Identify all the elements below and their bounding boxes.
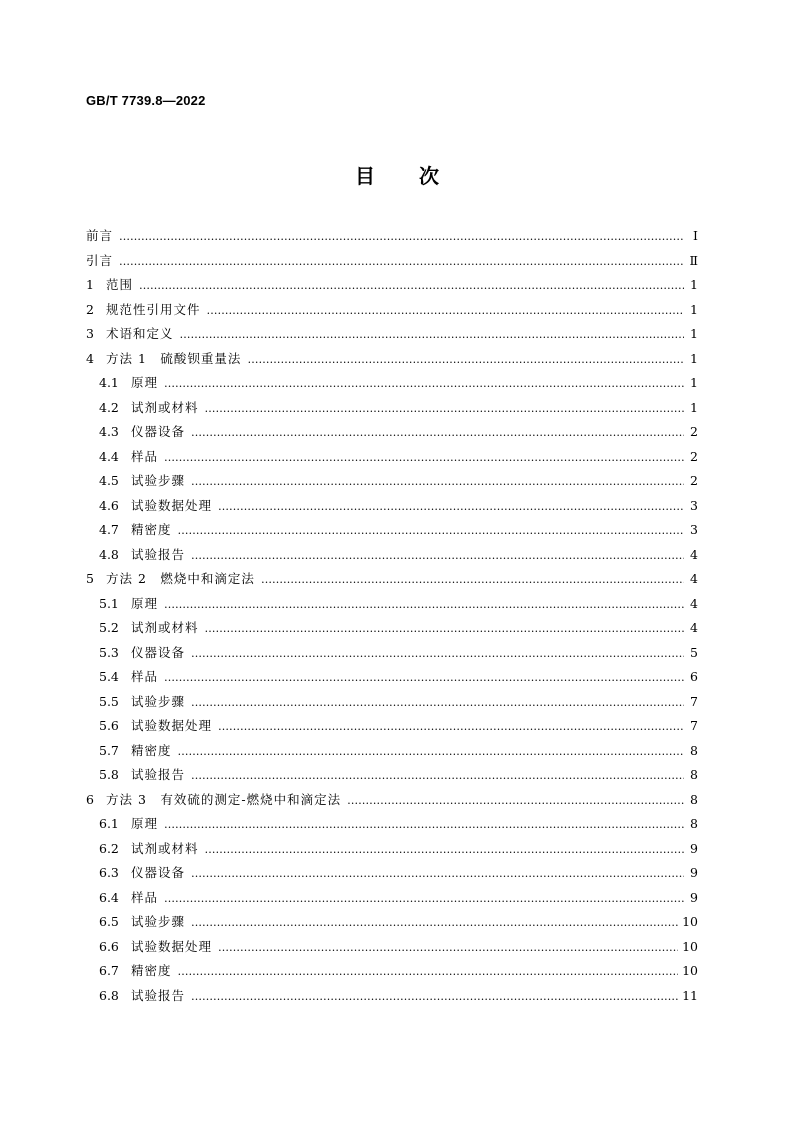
toc-entry[interactable] (86, 398, 698, 423)
toc-entry-title: 试验报告 (131, 767, 186, 782)
toc-entry[interactable] (86, 545, 698, 570)
toc-leader-dots (207, 304, 684, 317)
toc-entry-number: 5.3 (99, 644, 119, 660)
toc-entry-title: 原理 (131, 816, 159, 831)
toc-entry-number: 4 (86, 350, 94, 366)
toc-entry-title: 仪器设备 (131, 644, 186, 660)
toc-entry-title: 试验报告 (131, 987, 186, 1003)
toc-entry-page: 1 (690, 399, 698, 415)
toc-leader-dots (191, 549, 684, 562)
toc-entry-number: 1 (86, 277, 94, 292)
toc-entry[interactable] (86, 863, 698, 888)
toc-leader-dots (261, 573, 684, 586)
toc-leader-dots (205, 622, 684, 635)
toc-entry[interactable] (86, 765, 698, 790)
title-char-2: 次 (419, 164, 439, 188)
toc-entry-title: 试剂或材料 (131, 620, 199, 635)
toc-entry-number: 4.4 (99, 448, 119, 464)
toc-entry-number: 4.5 (99, 473, 119, 488)
toc-entry-title: 试剂或材料 (131, 399, 199, 415)
toc-entry[interactable] (86, 618, 698, 643)
toc-entry[interactable] (86, 692, 698, 717)
toc-entry-number: 3 (86, 326, 94, 341)
toc-entry-title: 精密度 (131, 742, 172, 758)
standard-code: GB/T 7739.8—2022 (86, 93, 206, 108)
toc-entry-page: 9 (690, 889, 698, 905)
toc-entry-page: 2 (690, 473, 698, 488)
toc-entry-title: 方法 1 硫酸钡重量法 (106, 350, 242, 366)
toc-leader-dots (347, 794, 684, 807)
toc-entry[interactable] (86, 667, 698, 692)
toc-entry[interactable] (86, 471, 698, 496)
toc-entry-number: 5.4 (99, 669, 119, 684)
toc-entry[interactable] (86, 569, 698, 594)
toc-entry[interactable] (86, 496, 698, 521)
toc-leader-dots (191, 990, 678, 1003)
toc-entry[interactable] (86, 226, 698, 251)
toc-entry-number: 6.6 (99, 938, 119, 954)
toc-leader-dots (164, 377, 684, 390)
toc-entry-page: 4 (690, 620, 698, 635)
toc-entry[interactable] (86, 373, 698, 398)
toc-leader-dots (164, 451, 684, 464)
toc-entry-number: 6.4 (99, 889, 119, 905)
toc-leader-dots (119, 255, 684, 268)
page-title (0, 160, 794, 189)
toc-entry-number: 6.3 (99, 865, 119, 880)
toc-leader-dots (191, 647, 684, 660)
toc-leader-dots (218, 500, 684, 513)
toc-entry[interactable] (86, 594, 698, 619)
toc-entry-number: 6.1 (99, 816, 119, 831)
toc-leader-dots (178, 965, 679, 978)
toc-entry-page: 9 (690, 840, 698, 856)
toc-entry-title: 试剂或材料 (131, 840, 199, 856)
toc-leader-dots (191, 916, 678, 929)
toc-entry-title: 范围 (106, 277, 134, 292)
toc-entry-page: 10 (682, 963, 698, 978)
toc-entry[interactable] (86, 912, 698, 937)
toc-entry-page: Ⅱ (689, 252, 698, 268)
toc-entry-page: 3 (690, 522, 698, 537)
toc-entry-page: 6 (690, 669, 698, 684)
toc-entry-page: 9 (690, 865, 698, 880)
toc-entry-page: 8 (690, 742, 698, 758)
toc-entry-number: 6.5 (99, 914, 119, 929)
toc-entry-page: 7 (690, 718, 698, 733)
toc-entry-page: 1 (690, 277, 698, 292)
toc-entry-page: 2 (690, 448, 698, 464)
toc-leader-dots (191, 426, 684, 439)
toc-entry[interactable] (86, 349, 698, 374)
toc-entry-number: 6.7 (99, 963, 119, 978)
toc-leader-dots (164, 598, 684, 611)
toc-entry[interactable] (86, 741, 698, 766)
toc-entry-page: 4 (690, 571, 698, 586)
toc-entry-page: 8 (690, 816, 698, 831)
toc-leader-dots (180, 328, 684, 341)
toc-entry-title: 试验数据处理 (131, 718, 213, 733)
toc-entry-number: 6.2 (99, 840, 119, 856)
table-of-contents (86, 226, 698, 1010)
toc-leader-dots (139, 279, 684, 292)
toc-entry-page: Ⅰ (693, 228, 698, 243)
toc-leader-dots (164, 818, 684, 831)
toc-entry[interactable] (86, 275, 698, 300)
toc-entry-page: 3 (690, 497, 698, 513)
toc-entry-title: 仪器设备 (131, 424, 186, 439)
toc-entry-number: 5.8 (99, 767, 119, 782)
toc-leader-dots (191, 769, 684, 782)
toc-entry-page: 1 (690, 375, 698, 390)
toc-entry[interactable] (86, 447, 698, 472)
toc-entry-title: 原理 (131, 375, 159, 390)
toc-leader-dots (164, 892, 684, 905)
toc-leader-dots (178, 745, 684, 758)
toc-entry[interactable] (86, 300, 698, 325)
toc-entry-page: 1 (690, 350, 698, 366)
toc-entry[interactable] (86, 839, 698, 864)
toc-entry-number: 6 (86, 791, 94, 807)
toc-entry-page: 4 (690, 546, 698, 562)
toc-entry-title: 精密度 (131, 522, 172, 537)
toc-entry-title: 仪器设备 (131, 865, 186, 880)
toc-leader-dots (205, 843, 684, 856)
toc-entry[interactable] (86, 986, 698, 1011)
toc-entry-title: 样品 (131, 669, 159, 684)
toc-entry[interactable] (86, 422, 698, 447)
toc-entry-page: 2 (690, 424, 698, 439)
toc-entry[interactable] (86, 814, 698, 839)
toc-entry-page: 10 (682, 914, 698, 929)
toc-entry-title: 样品 (131, 889, 159, 905)
toc-entry[interactable] (86, 716, 698, 741)
toc-entry-page: 8 (690, 767, 698, 782)
toc-leader-dots (178, 524, 684, 537)
toc-leader-dots (164, 671, 684, 684)
toc-entry-page: 4 (690, 595, 698, 611)
toc-leader-dots (205, 402, 684, 415)
toc-entry[interactable] (86, 251, 698, 276)
toc-entry-number: 5.5 (99, 693, 119, 709)
toc-leader-dots (191, 696, 684, 709)
toc-leader-dots (119, 230, 684, 243)
toc-entry-title: 术语和定义 (106, 326, 174, 341)
toc-entry[interactable] (86, 324, 698, 349)
toc-entry-title: 试验步骤 (131, 914, 186, 929)
toc-leader-dots (191, 867, 684, 880)
toc-entry-title: 精密度 (131, 963, 172, 978)
toc-leader-dots (218, 941, 678, 954)
toc-entry[interactable] (86, 520, 698, 545)
toc-leader-dots (218, 720, 684, 733)
toc-entry-number: 4.2 (99, 399, 119, 415)
toc-entry-page: 5 (690, 644, 698, 660)
toc-entry-title: 试验数据处理 (131, 938, 213, 954)
toc-entry-number: 5.7 (99, 742, 119, 758)
title-char-1: 目 (355, 164, 375, 188)
toc-entry-title: 引言 (86, 252, 114, 268)
toc-entry[interactable] (86, 643, 698, 668)
toc-entry-page: 1 (690, 326, 698, 341)
toc-entry-page: 10 (682, 938, 698, 954)
toc-entry[interactable] (86, 937, 698, 962)
toc-entry-title: 试验步骤 (131, 473, 186, 488)
toc-entry-title: 方法 2 燃烧中和滴定法 (106, 571, 255, 586)
toc-entry-title: 方法 3 有效硫的测定-燃烧中和滴定法 (106, 791, 342, 807)
toc-entry-number: 5 (86, 571, 94, 586)
toc-entry-title: 试验报告 (131, 546, 186, 562)
toc-entry-title: 试验数据处理 (131, 497, 213, 513)
toc-entry-title: 前言 (86, 228, 114, 243)
toc-entry-number: 2 (86, 301, 94, 317)
toc-leader-dots (247, 353, 684, 366)
toc-entry-number: 4.8 (99, 546, 119, 562)
toc-entry-number: 4.7 (99, 522, 119, 537)
toc-entry-page: 11 (682, 987, 698, 1003)
toc-entry-title: 试验步骤 (131, 693, 186, 709)
toc-entry-title: 原理 (131, 595, 159, 611)
toc-entry-number: 4.1 (99, 375, 119, 390)
toc-entry-page: 8 (690, 791, 698, 807)
toc-entry-number: 5.6 (99, 718, 119, 733)
toc-entry[interactable] (86, 888, 698, 913)
toc-entry-page: 1 (690, 301, 698, 317)
toc-entry[interactable] (86, 790, 698, 815)
toc-entry-number: 4.3 (99, 424, 119, 439)
toc-entry-page: 7 (690, 693, 698, 709)
toc-entry-title: 样品 (131, 448, 159, 464)
toc-entry-number: 5.1 (99, 595, 119, 611)
toc-entry-number: 5.2 (99, 620, 119, 635)
toc-entry-number: 4.6 (99, 497, 119, 513)
toc-leader-dots (191, 475, 684, 488)
toc-entry[interactable] (86, 961, 698, 986)
toc-entry-title: 规范性引用文件 (106, 301, 201, 317)
toc-entry-number: 6.8 (99, 987, 119, 1003)
